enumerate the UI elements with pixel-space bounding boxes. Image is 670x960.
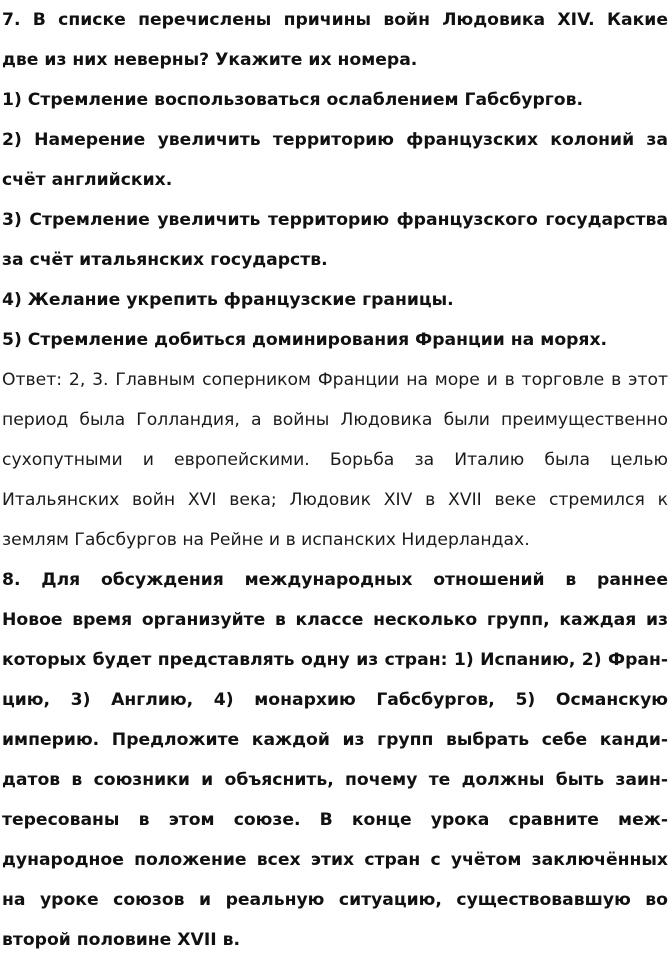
answer-7 xyxy=(2,360,668,560)
answer-line-2: период была Голландия, а войны Людовика были преимущественно xyxy=(2,410,668,430)
option-3-line-2: за счёт итальянских государств. xyxy=(2,250,328,270)
question-8-line-7: тересованы в этом союзе. В конце урока сравните меж- xyxy=(2,810,668,830)
option-2-line-1: 2) Намерение увеличить территорию французских колоний за xyxy=(2,130,668,150)
question-8-line-5: империю. Предложите каждой из групп выбрать себе канди- xyxy=(2,730,668,750)
question-8-line-2: Новое время организуйте в классе несколько групп, каждая из xyxy=(2,610,668,630)
question-8-line-1: 8. Для обсуждения международных отношений в раннее xyxy=(2,570,668,590)
question-7 xyxy=(2,0,668,360)
document-page xyxy=(2,0,668,960)
option-5: 5) Стремление добиться доминирования Франции на морях. xyxy=(2,330,608,350)
question-8-line-9: на уроке союзов и реальную ситуацию, существовавшую во xyxy=(2,890,668,910)
option-3-line-1: 3) Стремление увеличить территорию французского государства xyxy=(2,210,668,230)
question-8-line-4: цию, 3) Англию, 4) монархию Габсбургов, 5) Османскую xyxy=(2,690,668,710)
answer-line-3: сухопутными и европейскими. Борьба за Италию была целью xyxy=(2,450,668,470)
answer-line-4: Итальянских войн XVI века; Людовик XIV в XVII веке стремился к xyxy=(2,490,668,510)
question-7-line-1: 7. В списке перечислены причины войн Людовика XIV. Какие xyxy=(2,10,668,30)
question-8 xyxy=(2,560,668,960)
question-8-line-10: второй половине XVII в. xyxy=(2,930,241,950)
option-4: 4) Желание укрепить французские границы. xyxy=(2,290,454,310)
question-8-line-3: которых будет представлять одну из стран: 1) Испанию, 2) Фран- xyxy=(2,650,668,670)
answer-line-1: Ответ: 2, 3. Главным соперником Франции на море и в торговле в этот xyxy=(2,370,668,390)
option-2-line-2: счёт английских. xyxy=(2,170,173,190)
question-7-line-2: две из них неверны? Укажите их номера. xyxy=(2,50,418,70)
option-1: 1) Стремление воспользоваться ослаблением Габсбургов. xyxy=(2,90,583,110)
question-8-line-6: датов в союзники и объяснить, почему те должны быть заин- xyxy=(2,770,668,790)
question-8-line-8: дународное положение всех этих стран с учётом заключённых xyxy=(2,850,668,870)
answer-line-5: землям Габсбургов на Рейне и в испанских Нидерландах. xyxy=(2,530,530,550)
